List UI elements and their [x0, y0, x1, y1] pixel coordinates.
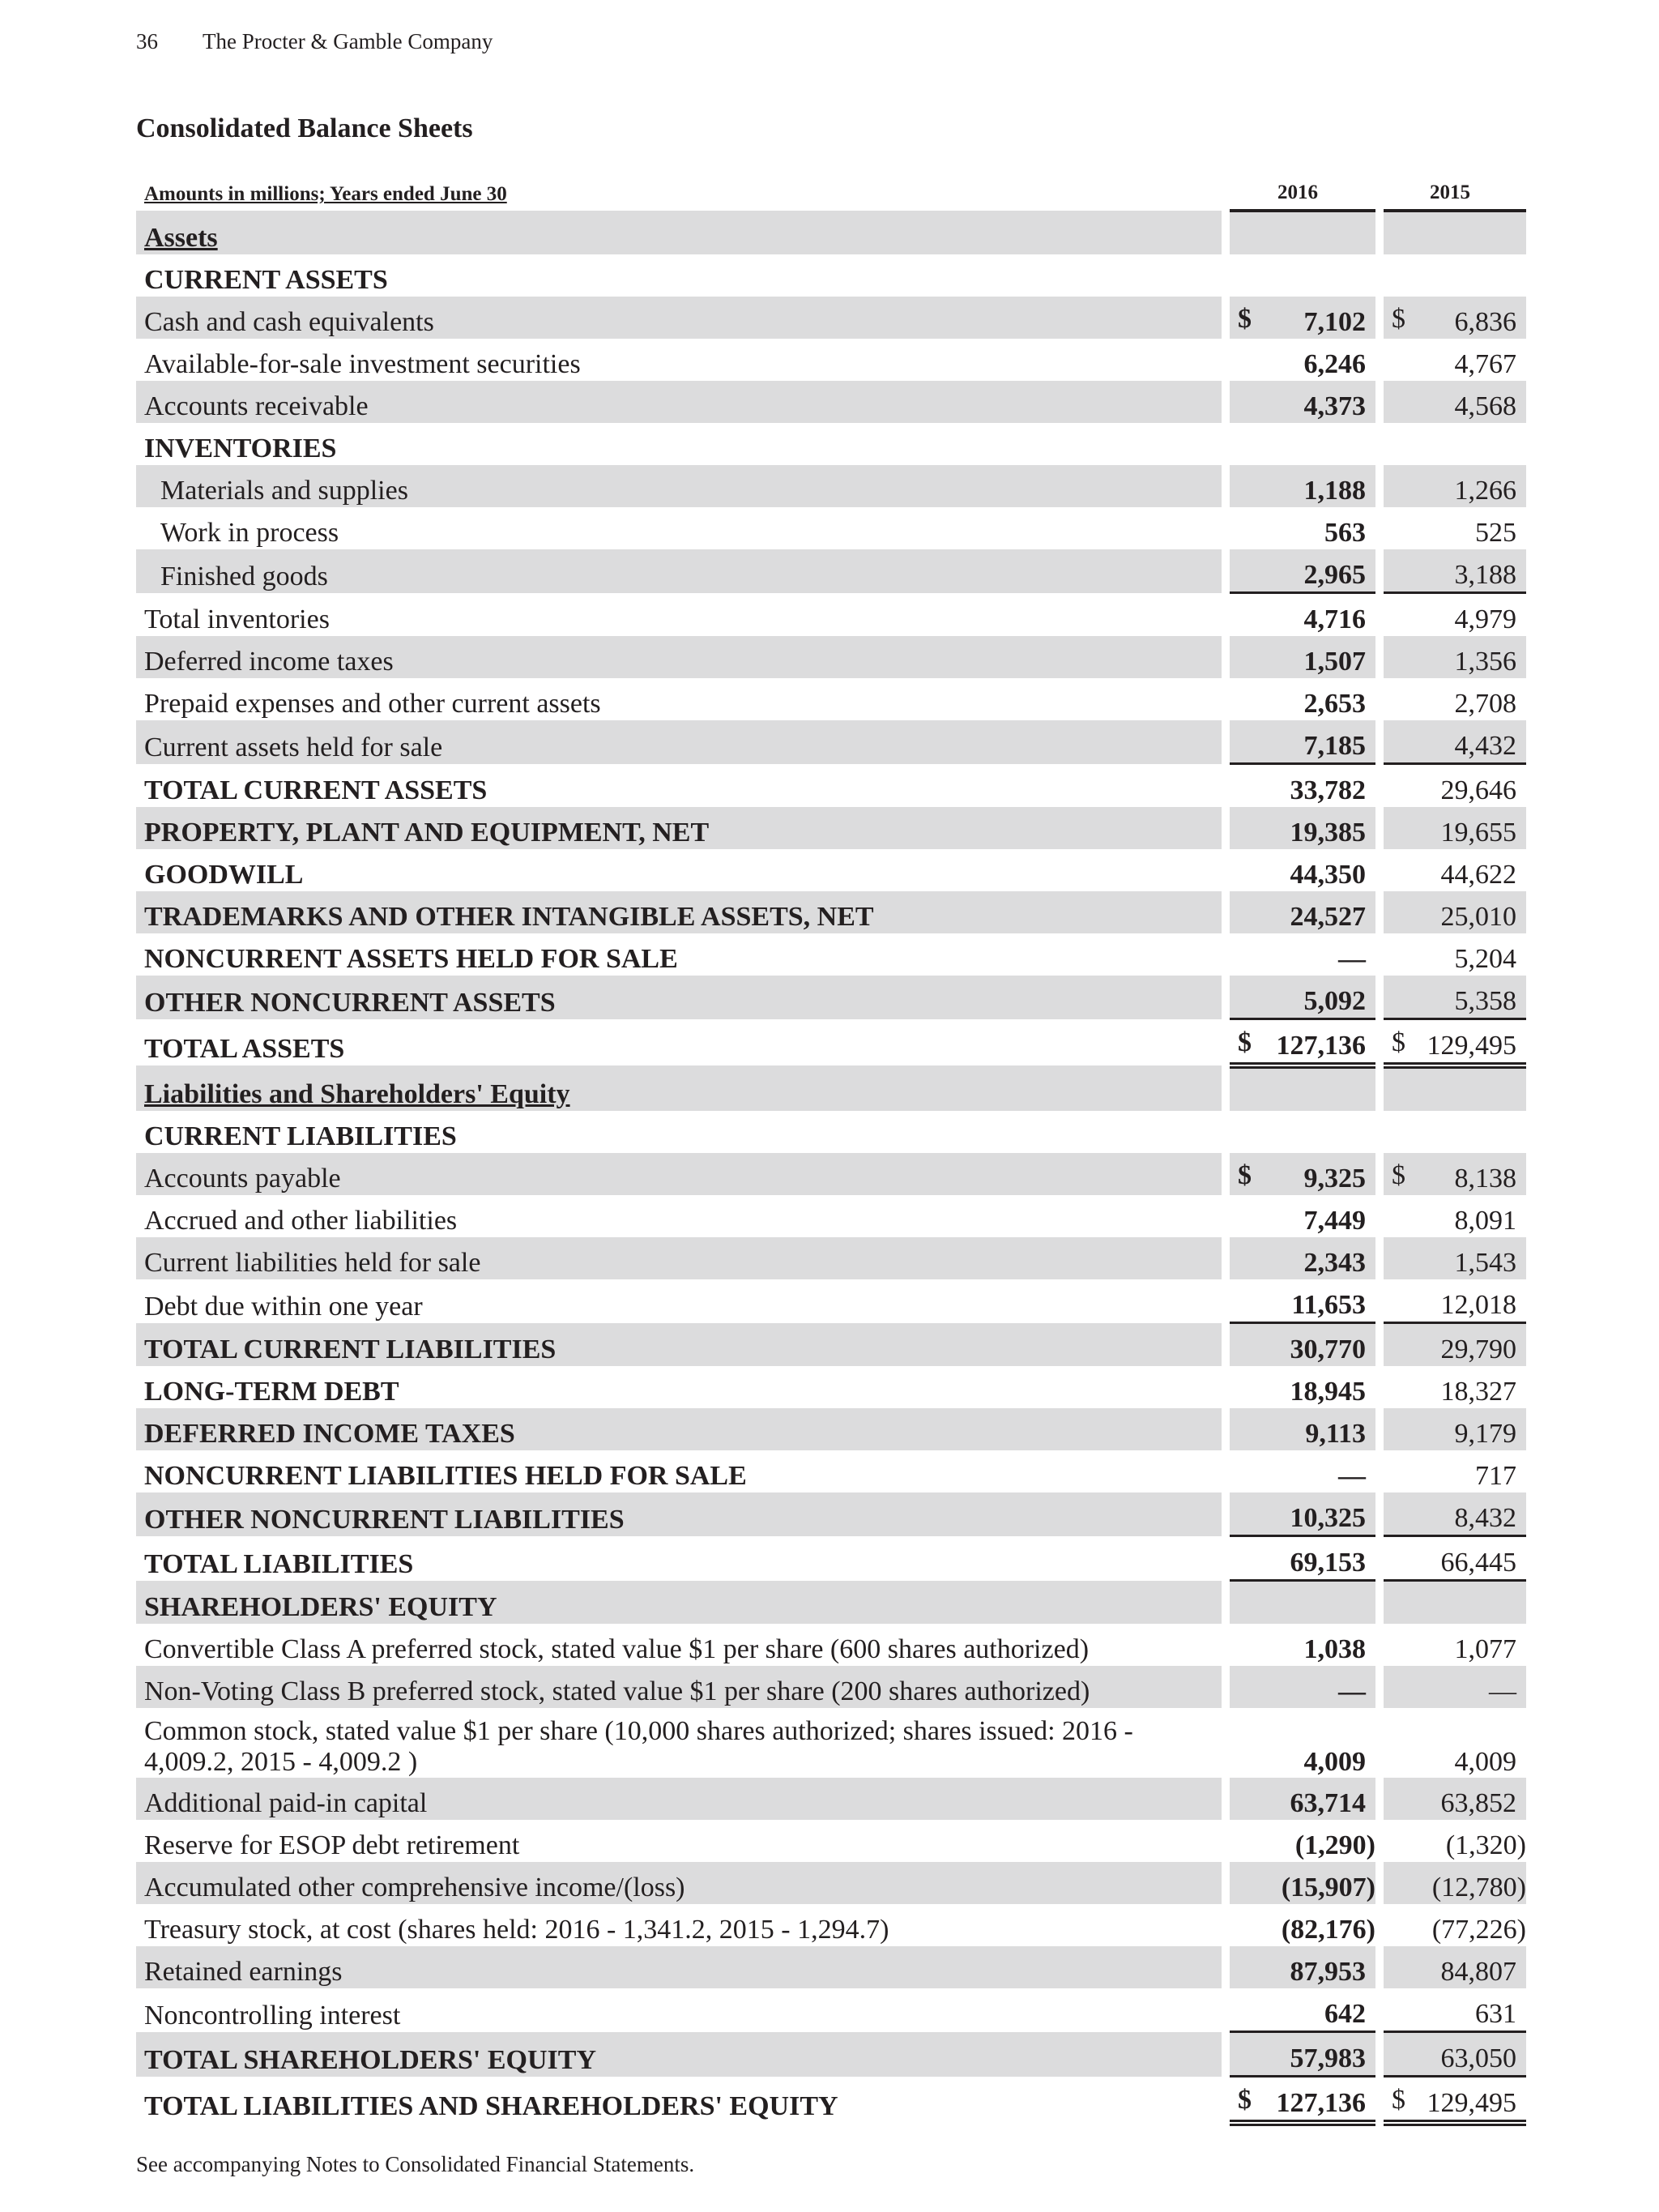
value-2015: 44,622: [1440, 860, 1516, 890]
row-label: INVENTORIES: [144, 433, 337, 463]
table-row: [136, 339, 1526, 381]
table-row: [136, 1065, 1526, 1111]
value-2016: 1,507: [1230, 636, 1375, 678]
currency-symbol: $: [1238, 1160, 1252, 1190]
value-2015: $ 6,836: [1384, 297, 1526, 339]
value-2015: 717: [1475, 1461, 1516, 1491]
column-header-2015: 2015: [1384, 167, 1526, 211]
value-2015: 1,266: [1384, 465, 1526, 507]
section-heading-assets: Assets: [136, 211, 1222, 254]
value-2015: —: [1384, 1666, 1526, 1708]
table-row: [136, 1279, 1526, 1323]
table-row: [136, 1581, 1526, 1625]
table-row: [136, 1820, 1526, 1862]
value-2015: 3,188: [1384, 549, 1526, 593]
value-2016: 57,983: [1230, 2032, 1375, 2077]
table-row: [136, 764, 1526, 808]
value-2015: 63,050: [1384, 2032, 1526, 2077]
row-label: Current assets held for sale: [136, 720, 1222, 764]
value-2015: 1,356: [1384, 636, 1526, 678]
column-header-label: Amounts in millions; Years ended June 30: [136, 167, 1222, 211]
currency-symbol: $: [1238, 304, 1252, 334]
value-2016: (15,907): [1230, 1862, 1375, 1904]
value-2016: —: [1338, 944, 1366, 974]
value-2015: 84,807: [1384, 1946, 1526, 1988]
row-label: Deferred income taxes: [136, 636, 1222, 678]
table-row: [136, 423, 1526, 465]
row-label: Debt due within one year: [144, 1291, 423, 1322]
row-label: Treasury stock, at cost (shares held: 2016 - 1,341.2, 2015 - 1,294.7): [144, 1915, 889, 1945]
table-row: [136, 891, 1526, 933]
value-2016: 563: [1324, 518, 1366, 548]
balance-sheet-table: [136, 167, 1526, 2126]
table-row: [136, 593, 1526, 637]
row-label: Common stock, stated value $1 per share (10,000 shares authorized; shares issued: 2016 - 4,009.2, 2015 - 4,009.2 ): [144, 1716, 1133, 1777]
value-2016: $ 127,136: [1230, 2077, 1375, 2124]
value-2016: 5,092: [1230, 976, 1375, 1019]
value-2016: 30,770: [1230, 1323, 1375, 1367]
value-2015: 4,009: [1454, 1747, 1516, 1777]
row-label: Non-Voting Class B preferred stock, stated value $1 per share (200 shares authorized): [136, 1666, 1222, 1708]
value-2016: 63,714: [1230, 1778, 1375, 1820]
row-label: CURRENT ASSETS: [144, 265, 388, 295]
value-2015: 4,432: [1384, 720, 1526, 764]
currency-symbol: $: [1392, 1160, 1405, 1190]
row-label: Accounts receivable: [136, 381, 1222, 423]
value-2015: (77,226): [1431, 1915, 1526, 1945]
footnote: See accompanying Notes to Consolidated Financial Statements.: [136, 2152, 695, 2176]
table-row: [136, 636, 1526, 678]
value-2015: 631: [1475, 1999, 1516, 2029]
table-row: [136, 1195, 1526, 1237]
value-2015: (12,780): [1384, 1862, 1526, 1904]
value-2016: (1,290): [1294, 1830, 1375, 1860]
row-label: TOTAL CURRENT LIABILITIES: [136, 1323, 1222, 1367]
value-2015: 4,568: [1384, 381, 1526, 423]
row-label: Prepaid expenses and other current assets: [144, 689, 601, 719]
table-row: [136, 1946, 1526, 1988]
value-2016: 4,009: [1303, 1747, 1366, 1777]
table-row: [136, 297, 1526, 339]
value-2015: 4,979: [1384, 593, 1526, 637]
table-row: [136, 254, 1526, 297]
row-label: Materials and supplies: [136, 465, 1222, 507]
table-row: [136, 2032, 1526, 2077]
table-row: [136, 507, 1526, 549]
row-label: NONCURRENT ASSETS HELD FOR SALE: [144, 944, 678, 974]
row-label: CURRENT LIABILITIES: [144, 1121, 457, 1151]
currency-symbol: $: [1392, 2085, 1405, 2115]
row-label: Work in process: [160, 518, 339, 548]
table-row: [136, 807, 1526, 849]
table-row: [136, 976, 1526, 1019]
table-row: [136, 381, 1526, 423]
value-2016: —: [1338, 1461, 1366, 1491]
table-row: [136, 2077, 1526, 2124]
value-2016: 69,153: [1230, 1536, 1375, 1581]
value-2015: $ 129,495: [1384, 1019, 1526, 1066]
value-2015: $ 129,495: [1384, 2077, 1526, 2124]
section-heading-liabilities: Liabilities and Shareholders' Equity: [136, 1065, 1222, 1111]
value-2016: 2,965: [1230, 549, 1375, 593]
value-2015: 8,091: [1454, 1206, 1516, 1236]
value-2015: 2,708: [1454, 689, 1516, 719]
value-2016: 19,385: [1230, 807, 1375, 849]
row-label: TRADEMARKS AND OTHER INTANGIBLE ASSETS, NET: [136, 891, 1222, 933]
value-2015: 1,543: [1384, 1237, 1526, 1279]
row-label: PROPERTY, PLANT AND EQUIPMENT, NET: [136, 807, 1222, 849]
currency-symbol: $: [1238, 1027, 1252, 1057]
row-label: Accounts payable: [136, 1153, 1222, 1195]
value-2015: 4,767: [1454, 349, 1516, 379]
value-2016: (82,176): [1281, 1915, 1375, 1945]
value-2015: 1,077: [1454, 1634, 1516, 1664]
page-number: 36: [136, 29, 158, 53]
currency-symbol: $: [1392, 1027, 1405, 1057]
table-row: [136, 1778, 1526, 1820]
value-2016: 44,350: [1290, 860, 1366, 890]
row-label: Accumulated other comprehensive income/(loss): [136, 1862, 1222, 1904]
value-2016: 6,246: [1303, 349, 1366, 379]
table-row: [136, 1153, 1526, 1195]
value-2016: 10,325: [1230, 1492, 1375, 1536]
value-2016: 24,527: [1230, 891, 1375, 933]
value-2016: $ 9,325: [1230, 1153, 1375, 1195]
value-2016: 642: [1324, 1999, 1366, 2029]
value-2016: —: [1230, 1666, 1375, 1708]
row-label: LONG-TERM DEBT: [144, 1377, 399, 1407]
row-label: Retained earnings: [136, 1946, 1222, 1988]
table-row: [136, 1624, 1526, 1666]
value-2016: 4,716: [1230, 593, 1375, 637]
value-2016: $ 127,136: [1230, 1019, 1375, 1066]
table-row: [136, 549, 1526, 593]
value-2016: 1,038: [1303, 1634, 1366, 1664]
value-2015: 29,646: [1384, 764, 1526, 808]
value-2015: 12,018: [1440, 1290, 1516, 1320]
table-row: [136, 1019, 1526, 1066]
value-2015: 5,358: [1384, 976, 1526, 1019]
table-row: [136, 211, 1526, 254]
value-2015: 66,445: [1384, 1536, 1526, 1581]
value-2015: (1,320): [1445, 1830, 1526, 1860]
table-row: [136, 1988, 1526, 2032]
table-row: [136, 1666, 1526, 1708]
value-2015: 5,204: [1454, 944, 1516, 974]
row-label: Additional paid-in capital: [136, 1778, 1222, 1820]
row-label: Accrued and other liabilities: [144, 1206, 458, 1236]
value-2016: 2,653: [1303, 689, 1366, 719]
value-2016: $ 7,102: [1230, 297, 1375, 339]
row-label: TOTAL CURRENT ASSETS: [144, 775, 488, 805]
table-row: [136, 465, 1526, 507]
row-label: Cash and cash equivalents: [136, 297, 1222, 339]
value-2016: 4,373: [1230, 381, 1375, 423]
table-row: [136, 720, 1526, 764]
value-2016: 2,343: [1230, 1237, 1375, 1279]
value-2015: $ 8,138: [1384, 1153, 1526, 1195]
value-2016: 7,185: [1230, 720, 1375, 764]
table-row: [136, 678, 1526, 720]
row-label: Current liabilities held for sale: [136, 1237, 1222, 1279]
table-row: [136, 1450, 1526, 1492]
row-label: TOTAL ASSETS: [144, 1034, 345, 1064]
column-header-row: [136, 167, 1526, 211]
value-2015: 8,432: [1384, 1492, 1526, 1536]
row-label: Total inventories: [144, 604, 330, 634]
value-2015: 29,790: [1384, 1323, 1526, 1367]
table-row: [136, 1366, 1526, 1408]
page-header: [136, 29, 493, 54]
column-header-2016: 2016: [1230, 167, 1375, 211]
currency-symbol: $: [1392, 304, 1405, 334]
value-2016: 87,953: [1230, 1946, 1375, 1988]
table-row: [136, 1323, 1526, 1367]
value-2015: 25,010: [1384, 891, 1526, 933]
value-2015: 525: [1475, 518, 1516, 548]
table-row: [136, 1237, 1526, 1279]
row-label: TOTAL LIABILITIES AND SHAREHOLDERS' EQUITY: [144, 2091, 838, 2121]
row-label: OTHER NONCURRENT ASSETS: [136, 976, 1222, 1019]
page-title: Consolidated Balance Sheets: [136, 113, 473, 143]
row-label: Reserve for ESOP debt retirement: [144, 1830, 520, 1860]
row-label: OTHER NONCURRENT LIABILITIES: [136, 1492, 1222, 1536]
table-row: [136, 1536, 1526, 1581]
table-row: [136, 1862, 1526, 1904]
value-2015: 18,327: [1440, 1377, 1516, 1407]
row-label: SHAREHOLDERS' EQUITY: [136, 1581, 1222, 1625]
row-label: DEFERRED INCOME TAXES: [136, 1408, 1222, 1450]
value-2016: 7,449: [1303, 1206, 1366, 1236]
row-label: NONCURRENT LIABILITIES HELD FOR SALE: [144, 1461, 747, 1491]
value-2016: 18,945: [1290, 1377, 1366, 1407]
row-label: GOODWILL: [144, 860, 304, 890]
value-2015: 9,179: [1384, 1408, 1526, 1450]
table-row: [136, 1408, 1526, 1450]
row-label: Convertible Class A preferred stock, stated value $1 per share (600 shares authorized): [144, 1634, 1090, 1664]
table-row: [136, 1708, 1526, 1778]
value-2016: 1,188: [1230, 465, 1375, 507]
value-2016: 33,782: [1230, 764, 1375, 808]
table-row: [136, 1904, 1526, 1946]
table-row: [136, 849, 1526, 891]
table-row: [136, 1111, 1526, 1153]
table-row: [136, 933, 1526, 976]
currency-symbol: $: [1238, 2085, 1252, 2115]
row-label: TOTAL LIABILITIES: [144, 1548, 414, 1579]
row-label: Finished goods: [136, 549, 1222, 593]
value-2016: 11,653: [1291, 1290, 1366, 1320]
table-row: [136, 1492, 1526, 1536]
value-2015: 63,852: [1384, 1778, 1526, 1820]
value-2016: 9,113: [1230, 1408, 1375, 1450]
row-label: Available-for-sale investment securities: [144, 349, 581, 379]
company-name: The Procter & Gamble Company: [203, 29, 493, 53]
row-label: Noncontrolling interest: [144, 2000, 401, 2031]
row-label: TOTAL SHAREHOLDERS' EQUITY: [136, 2032, 1222, 2077]
value-2015: 19,655: [1384, 807, 1526, 849]
